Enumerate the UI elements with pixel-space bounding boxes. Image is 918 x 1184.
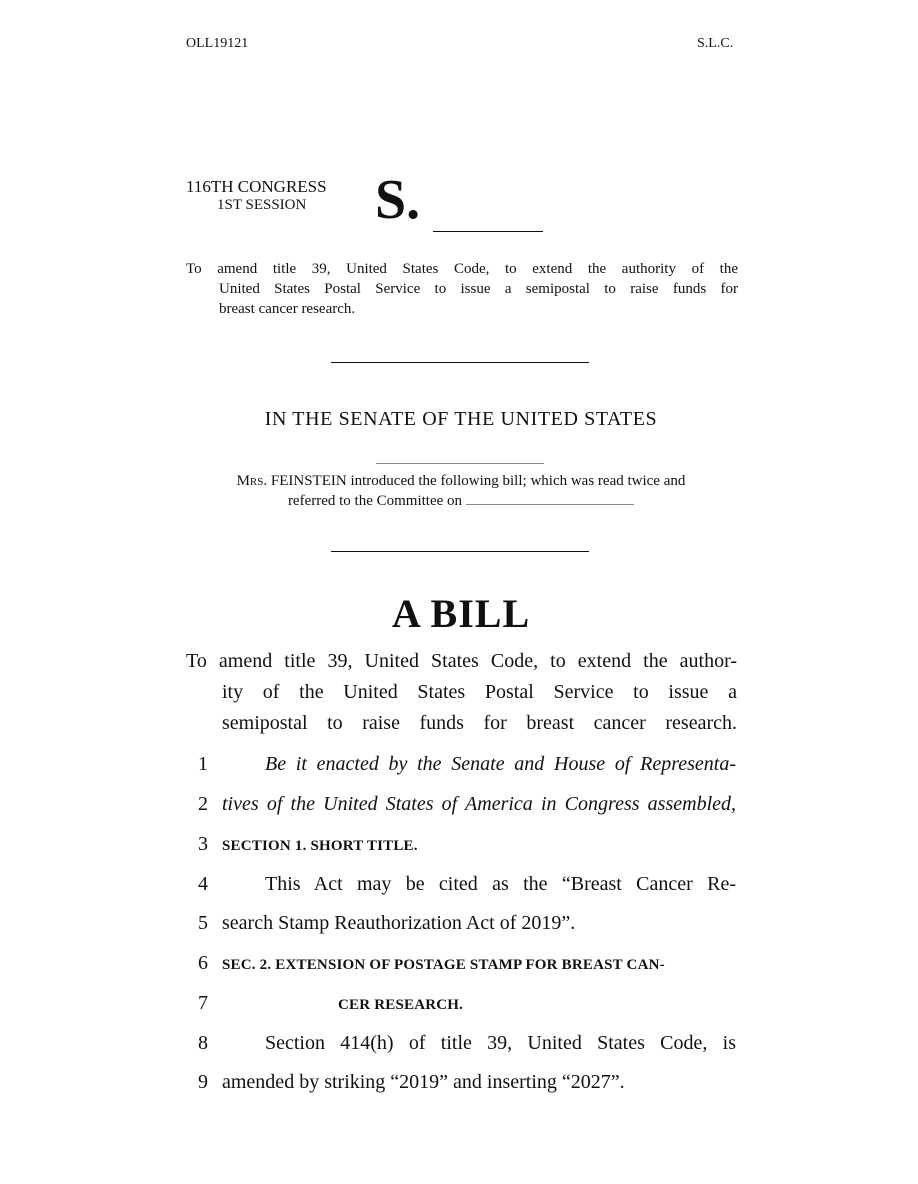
bill-line: Be it enacted by the Senate and House of Representa- <box>265 753 736 775</box>
sponsor-name: Mrs. FEINSTEIN <box>236 473 347 489</box>
long-title-line: ity of the United States Postal Service to issue a <box>222 681 737 703</box>
line-number: 5 <box>198 912 208 934</box>
bill-number-blank <box>433 231 543 232</box>
line-number: 8 <box>198 1032 208 1054</box>
introduction-text: referred to the Committee on <box>287 493 463 509</box>
congress-number: 116TH CONGRESS <box>186 177 327 196</box>
bill-line: Section 414(h) of title 39, United States Code, is <box>265 1032 736 1054</box>
line-number: 9 <box>198 1071 208 1093</box>
long-title-line: To amend title 39, United States Code, to extend the author- <box>186 650 737 672</box>
bill-line: This Act may be cited as the “Breast Cancer Re- <box>265 873 736 895</box>
short-title-line: United States Postal Service to issue a semipostal to raise funds for <box>219 281 738 297</box>
slc-code: S.L.C. <box>697 36 734 51</box>
section-heading: SECTION 1. SHORT TITLE. <box>222 838 418 854</box>
line-number: 3 <box>198 833 208 855</box>
section-heading: SEC. 2. EXTENSION OF POSTAGE STAMP FOR BREAST CAN- <box>222 957 665 973</box>
divider <box>331 362 589 363</box>
divider <box>331 551 589 552</box>
line-number: 2 <box>198 793 208 815</box>
section-heading: CER RESEARCH. <box>338 997 464 1013</box>
thin-divider <box>376 463 544 464</box>
short-title-line: breast cancer research. <box>219 301 356 317</box>
line-number: 1 <box>198 753 208 775</box>
bill-line: search Stamp Reauthorization Act of 2019”. <box>222 912 576 934</box>
committee-blank <box>466 493 634 505</box>
introduction-text: introduced the following bill; which was read twice and <box>346 473 686 489</box>
bill-line: tives of the United States of America in Congress assembled, <box>222 793 736 815</box>
line-number: 6 <box>198 952 208 974</box>
line-number: 4 <box>198 873 208 895</box>
document-id: OLL19121 <box>186 36 249 51</box>
short-title <box>186 259 738 319</box>
bill-line: amended by striking “2019” and inserting “2027”. <box>222 1071 625 1093</box>
short-title-line: To amend title 39, United States Code, to extend the authority of the <box>186 261 738 277</box>
bill-prefix: S. <box>375 169 421 231</box>
congress-session: 1ST SESSION <box>217 197 307 213</box>
senate-heading: IN THE SENATE OF THE UNITED STATES <box>264 408 658 430</box>
long-title <box>186 646 737 739</box>
bill-heading: A BILL <box>391 591 531 636</box>
line-number: 7 <box>198 992 208 1014</box>
introduction <box>186 471 736 511</box>
long-title-line: semipostal to raise funds for breast cancer research. <box>222 712 737 734</box>
